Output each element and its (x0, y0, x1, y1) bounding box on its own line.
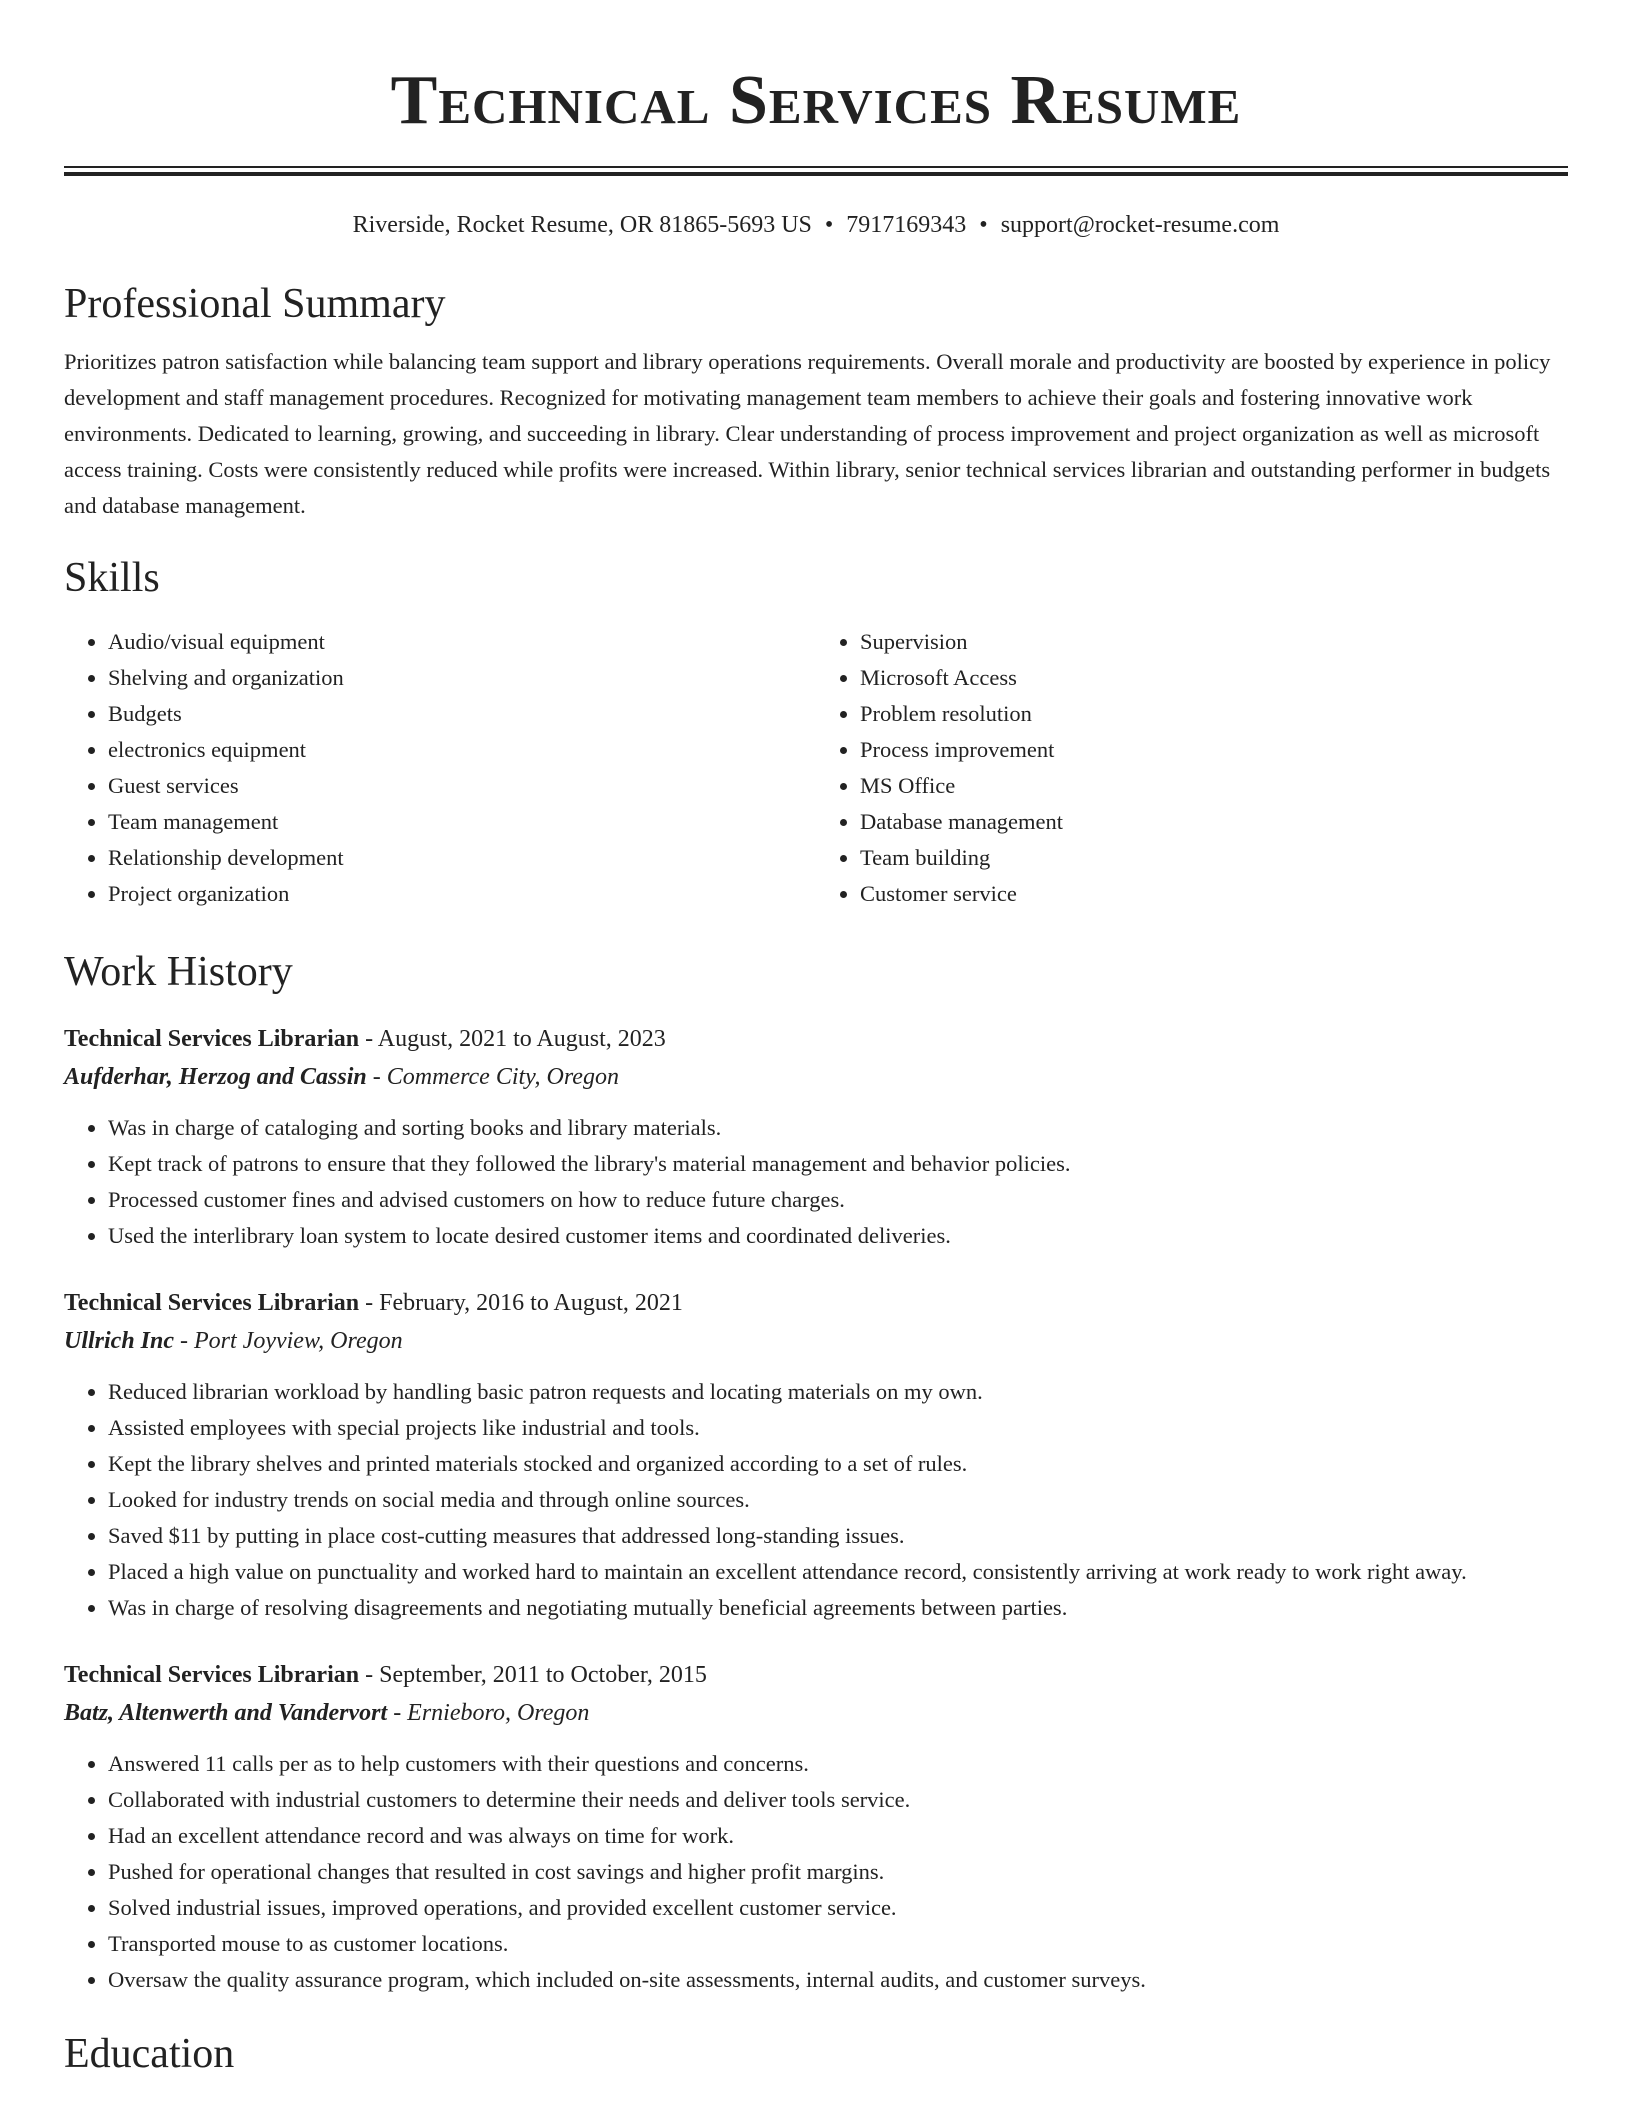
duty-item: • Placed a high value on punctuality and worked hard to maintain an excellent attendance record, consistently arriving at work ready to work right away. (108, 1554, 1568, 1590)
duty-item: • Kept the library shelves and printed materials stocked and organized according to a set of rules. (108, 1446, 1568, 1482)
company-line (64, 1694, 1568, 1732)
title-divider (64, 166, 1568, 176)
duty-item: • Used the interlibrary loan system to locate desired customer items and coordinated deliveries. (108, 1218, 1568, 1254)
skill-item: • Audio/visual equipment (108, 624, 816, 660)
skill-item: • Process improvement (860, 732, 1568, 768)
company-line (64, 1058, 1568, 1096)
summary-text: Prioritizes patron satisfaction while balancing team support and library operations requirements. Overall morale and productivity are boosted by experience in policy development and staff management procedures. Recognized for motivating management team members to achieve their goals and fostering innovative work environments. Dedicated to learning, growing, and succeeding in library. Clear understanding of process improvement and project organization as well as microsoft access training. Costs were consistently reduced while profits were increased. Within library, senior technical services librarian and outstanding performer in budgets and database management. (64, 349, 1551, 518)
duty-item: • Processed customer fines and advised customers on how to reduce future charges. (108, 1182, 1568, 1218)
duty-item: • Pushed for operational changes that resulted in cost savings and higher profit margins. (108, 1854, 1568, 1890)
company-name: Batz, Altenwerth and Vandervort (64, 1700, 388, 1726)
job-entry (64, 1020, 1568, 1254)
job-dates: - August, 2021 to August, 2023 (359, 1026, 666, 1052)
job-title-line (64, 1020, 1568, 1058)
skill-item: • Budgets (108, 696, 816, 732)
job-duties (64, 1110, 1568, 1254)
company-name: Ullrich Inc (64, 1328, 175, 1354)
skill-item: • Supervision (860, 624, 1568, 660)
duty-item: • Assisted employees with special projects like industrial and tools. (108, 1410, 1568, 1446)
job-duties (64, 1746, 1568, 1998)
job-title-line (64, 1284, 1568, 1322)
duty-item: • Had an excellent attendance record and was always on time for work. (108, 1818, 1568, 1854)
job-entry (64, 1656, 1568, 1998)
work-history-heading: Work History (64, 949, 293, 995)
duty-item: • Saved $11 by putting in place cost-cutting measures that addressed long-standing issues. (108, 1518, 1568, 1554)
skills-column-left (64, 624, 816, 912)
skill-item: • Guest services (108, 768, 816, 804)
skill-item: • Relationship development (108, 840, 816, 876)
company-line (64, 1322, 1568, 1360)
skill-item: • Problem resolution (860, 696, 1568, 732)
summary-heading: Professional Summary (64, 281, 446, 327)
duty-item: • Transported mouse to as customer locations. (108, 1926, 1568, 1962)
duty-item: • Reduced librarian workload by handling basic patron requests and locating materials on my own. (108, 1374, 1568, 1410)
duty-item: • Oversaw the quality assurance program, which included on-site assessments, internal audits, and customer surveys. (108, 1962, 1568, 1998)
job-title: Technical Services Librarian (64, 1026, 360, 1052)
duty-item: • Was in charge of cataloging and sorting books and library materials. (108, 1110, 1568, 1146)
job-title: Technical Services Librarian (64, 1662, 360, 1688)
skills-heading: Skills (64, 555, 160, 601)
duty-item: • Answered 11 calls per as to help customers with their questions and concerns. (108, 1746, 1568, 1782)
skills-column-right (816, 624, 1568, 912)
skill-item: • Microsoft Access (860, 660, 1568, 696)
company-location: - Commerce City, Oregon (366, 1064, 619, 1090)
skill-item: • electronics equipment (108, 732, 816, 768)
job-duties (64, 1374, 1568, 1626)
company-location: - Ernieboro, Oregon (387, 1700, 590, 1726)
contact-separator: • (979, 212, 988, 238)
duty-item: • Solved industrial issues, improved operations, and provided excellent customer service. (108, 1890, 1568, 1926)
education-heading: Education (64, 2031, 235, 2077)
skill-item: • Database management (860, 804, 1568, 840)
contact-line (64, 210, 1568, 240)
resume-title: Technical Services Resume (390, 62, 1242, 139)
duty-item: • Looked for industry trends on social media and through online sources. (108, 1482, 1568, 1518)
contact-separator: • (824, 212, 834, 238)
job-dates: - September, 2011 to October, 2015 (359, 1662, 707, 1688)
skill-item: • Shelving and organization (108, 660, 816, 696)
duty-item: • Was in charge of resolving disagreements and negotiating mutually beneficial agreements between parties. (108, 1590, 1568, 1626)
phone-text: 7917169343 (846, 212, 967, 238)
duty-item: • Collaborated with industrial customers to determine their needs and deliver tools service. (108, 1782, 1568, 1818)
job-title-line (64, 1656, 1568, 1694)
job-dates: - February, 2016 to August, 2021 (359, 1290, 683, 1316)
skill-item: • MS Office (860, 768, 1568, 804)
address-text: Riverside, Rocket Resume, OR 81865-5693 US (352, 212, 812, 238)
company-location: - Port Joyview, Oregon (174, 1328, 403, 1354)
skills-list (64, 624, 1568, 912)
skill-item: • Team building (860, 840, 1568, 876)
email-text: support@rocket-resume.com (1000, 212, 1280, 238)
company-name: Aufderhar, Herzog and Cassin (64, 1064, 367, 1090)
skill-item: • Team management (108, 804, 816, 840)
skill-item: • Project organization (108, 876, 816, 912)
job-title: Technical Services Librarian (64, 1290, 360, 1316)
job-entry (64, 1284, 1568, 1626)
skill-item: • Customer service (860, 876, 1568, 912)
duty-item: • Kept track of patrons to ensure that they followed the library's material management and behavior policies. (108, 1146, 1568, 1182)
